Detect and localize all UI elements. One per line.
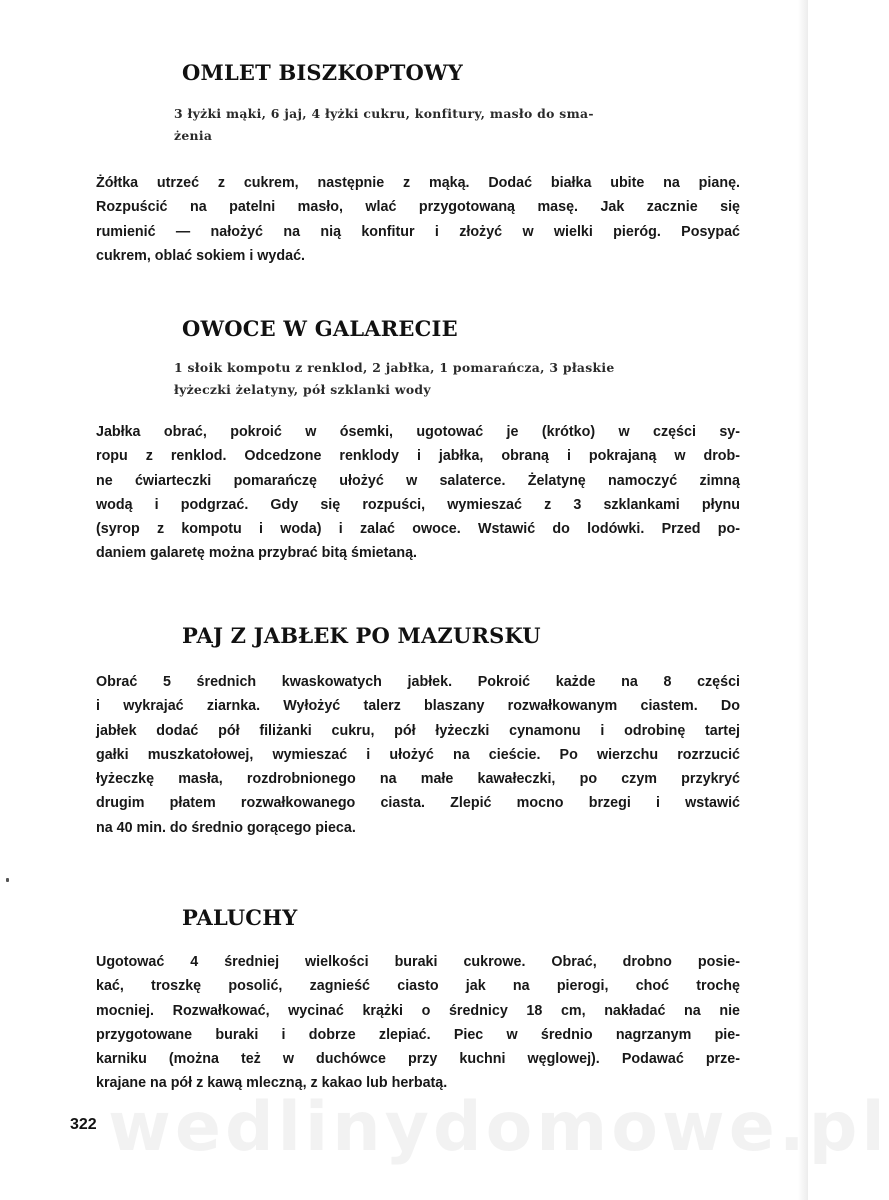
text-line: Ugotować 4 średniej wielkości buraki cukrowe. Obrać, drobno posie- <box>96 954 740 970</box>
text-line: i wykrajać ziarnka. Wyłożyć talerz blaszany rozwałkowanym ciastem. Do <box>96 698 740 715</box>
text-line: drugim płatem rozwałkowanego ciasta. Zlepić mocno brzegi i wstawić <box>96 795 740 812</box>
page-edge-shadow <box>798 0 808 1200</box>
text-line: ropu z renklod. Odcedzone renklody i jabłka, obraną i pokrajaną w drob- <box>96 448 740 465</box>
text-line: cukrem, oblać sokiem i wydać. <box>96 247 305 264</box>
text-line: łyżeczkę masła, rozdrobnionego na małe kawałeczki, po czym przykryć <box>96 771 740 788</box>
text-line: na 40 min. do średnio gorącego pieca. <box>96 819 356 836</box>
text-line: Jabłka obrać, pokroić w ósemki, ugotować je (krótko) w części sy- <box>96 424 740 440</box>
text-line: kać, troszkę posolić, zagnieść ciasto jak na pierogi, choć trochę <box>96 978 740 995</box>
recipe-ingredients <box>174 357 740 401</box>
recipe-instructions <box>96 670 740 840</box>
recipe-ingredients <box>174 103 740 147</box>
watermark: wedlinydomowe.pl <box>108 1088 889 1167</box>
text-line: mocniej. Rozwałkować, wycinać krążki o średnicy 18 cm, nakładać na nie <box>96 1002 740 1019</box>
text-line: jabłek dodać pół filiżanki cukru, pół łyżeczki cynamonu i odrobinę tartej <box>96 722 740 739</box>
text-line: gałki muszkatołowej, wymieszać i ułożyć na cieście. Po wierzchu rozrzucić <box>96 746 740 763</box>
text-line: Żółtka utrzeć z cukrem, następnie z mąką. Dodać białka ubite na pianę. <box>96 175 740 191</box>
text-line: Obrać 5 średnich kwaskowatych jabłek. Pokroić każde na 8 części <box>96 674 740 690</box>
ingredients-line: żenia <box>174 128 213 143</box>
recipe-title: PALUCHY <box>182 905 298 930</box>
text-line: przygotowane buraki i dobrze zlepiać. Piec w średnio nagrzanym pie- <box>96 1026 740 1043</box>
text-line: (syrop z kompotu i woda) i zalać owoce. Wstawić do lodówki. Przed po- <box>96 521 740 538</box>
text-line: rumienić — nałożyć na nią konfitur i złożyć w wielki pieróg. Posypać <box>96 223 740 240</box>
ingredients-line: 1 słoik kompotu z renklod, 2 jabłka, 1 pomarańcza, 3 płaskie <box>174 360 615 375</box>
recipe-instructions <box>96 171 740 268</box>
ingredients-line: łyżeczki żelatyny, pół szklanki wody <box>174 382 431 397</box>
text-line: krajane na pół z kawą mleczną, z kakao lub herbatą. <box>96 1075 448 1092</box>
page-number: 322 <box>70 1116 97 1133</box>
text-line: wodą i podgrzać. Gdy się rozpuści, wymieszać z 3 szklankami płynu <box>96 496 740 513</box>
recipe-title: OMLET BISZKOPTOWY <box>182 60 463 85</box>
recipe-instructions <box>96 420 740 566</box>
text-line: karniku (można też w duchówce przy kuchni węglowej). Podawać prze- <box>96 1051 740 1068</box>
recipe-title: PAJ Z JABŁEK PO MAZURSKU <box>182 623 541 648</box>
text-line: ne ćwiarteczki pomarańczę ułożyć w salaterce. Żelatynę namoczyć zimną <box>96 472 740 489</box>
recipe-instructions <box>96 950 740 1096</box>
text-line: Rozpuścić na patelni masło, wlać przygotowaną masę. Jak zacznie się <box>96 199 740 216</box>
recipe-title: OWOCE W GALARECIE <box>182 316 458 341</box>
scan-speck <box>6 878 9 882</box>
text-line: daniem galaretę można przybrać bitą śmietaną. <box>96 545 417 562</box>
ingredients-line: 3 łyżki mąki, 6 jaj, 4 łyżki cukru, konfitury, masło do sma- <box>174 106 594 121</box>
